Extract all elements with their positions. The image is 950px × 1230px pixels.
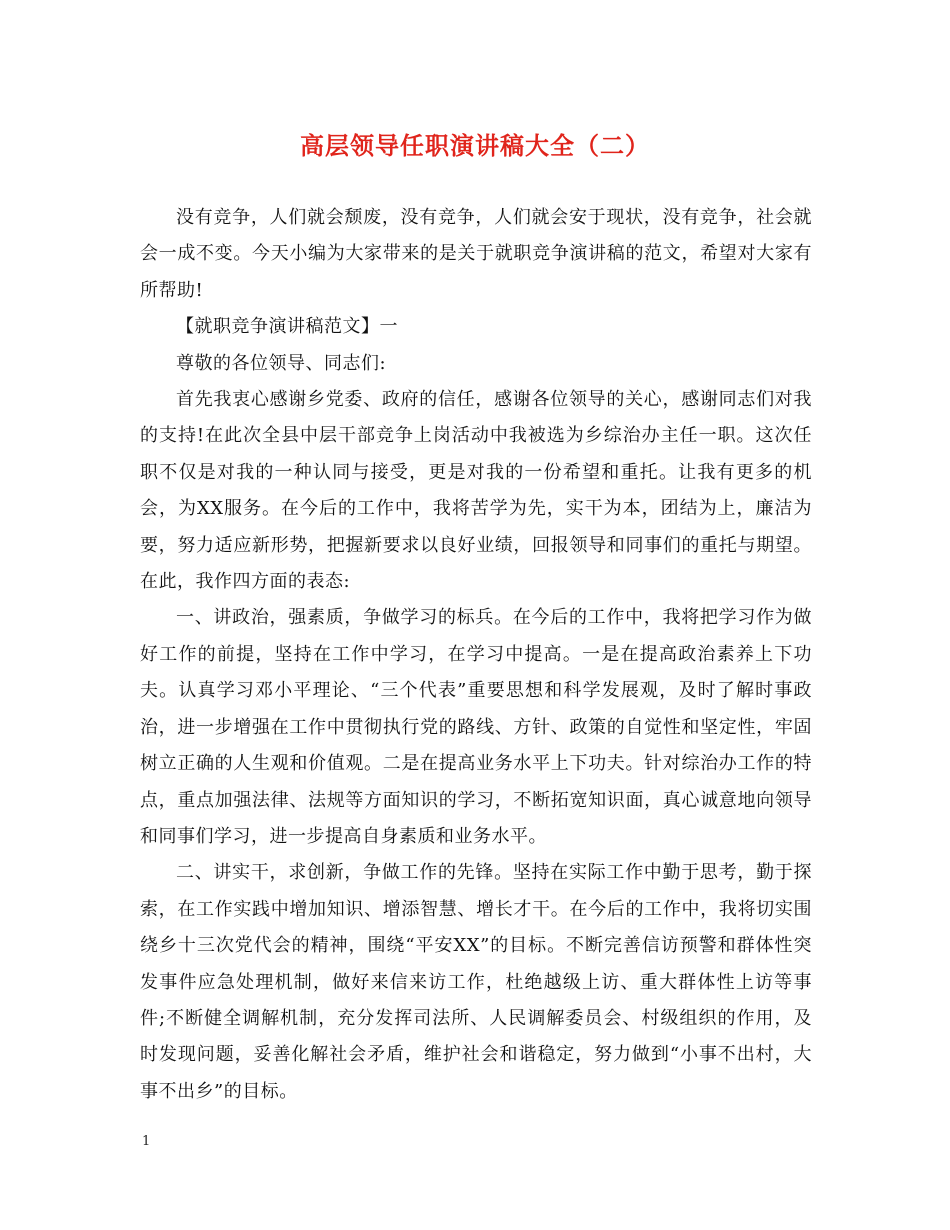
paragraph-thanks: 首先我衷心感谢乡党委、政府的信任，感谢各位领导的关心，感谢同志们对我的支持!在此次全县中层干部竞争上岗活动中我被选为乡综治办主任一职。这次任职不仅是对我的一种认同与接受，更是对我的一份希望和重托。让我有更多的机会，为XX服务。在今后的工作中，我将苦学为先，实干为本，团结为上，廉洁为要，努力适应新形势，把握新要求以良好业绩，回报领导和同事们的重托与期望。在此，我作四方面的表态: xyxy=(140,389,812,593)
paragraph-intro: 没有竞争，人们就会颓废，没有竞争，人们就会安于现状，没有竞争，社会就会一成不变。今天小编为大家带来的是关于就职竞争演讲稿的范文，希望对大家有所帮助! xyxy=(140,207,812,301)
page-number: 1 xyxy=(142,1134,151,1149)
paragraph-salutation: 尊敬的各位领导、同志们: xyxy=(176,352,387,374)
paragraph-point-one: 一、讲政治，强素质，争做学习的标兵。在今后的工作中，我将把学习作为做好工作的前提，坚持在工作中学习，在学习中提高。一是在提高政治素养上下功夫。认真学习邓小平理论、“三个代表”重要思想和科学发展观，及时了解时事政治，进一步增强在工作中贯彻执行党的路线、方针、政策的自觉性和坚定性，牢固树立正确的人生观和价值观。二是在提高业务水平上下功夫。针对综治办工作的特点，重点加强法律、法规等方面知识的学习，不断拓宽知识面，真心诚意地向领导和同事们学习，进一步提高自身素质和业务水平。 xyxy=(140,607,812,847)
paragraph-section-heading: 【就职竞争演讲稿范文】一 xyxy=(176,316,398,338)
document-body xyxy=(140,200,812,1110)
document-title: 高层领导任职演讲稿大全（二） xyxy=(300,131,650,160)
paragraph-point-two: 二、讲实干，求创新，争做工作的先锋。坚持在实际工作中勤于思考，勤于探索，在工作实践中增加知识、增添智慧、增长才干。在今后的工作中，我将切实围绕乡十三次党代会的精神，围绕“平安XX”的目标。不断完善信访预警和群体性突发事件应急处理机制，做好来信来访工作，杜绝越级上访、重大群体性上访等事件;不断健全调解机制，充分发挥司法所、人民调解委员会、村级组织的作用，及时发现问题，妥善化解社会矛盾，维护社会和谐稳定，努力做到“小事不出村，大事不出乡”的目标。 xyxy=(140,862,812,1102)
